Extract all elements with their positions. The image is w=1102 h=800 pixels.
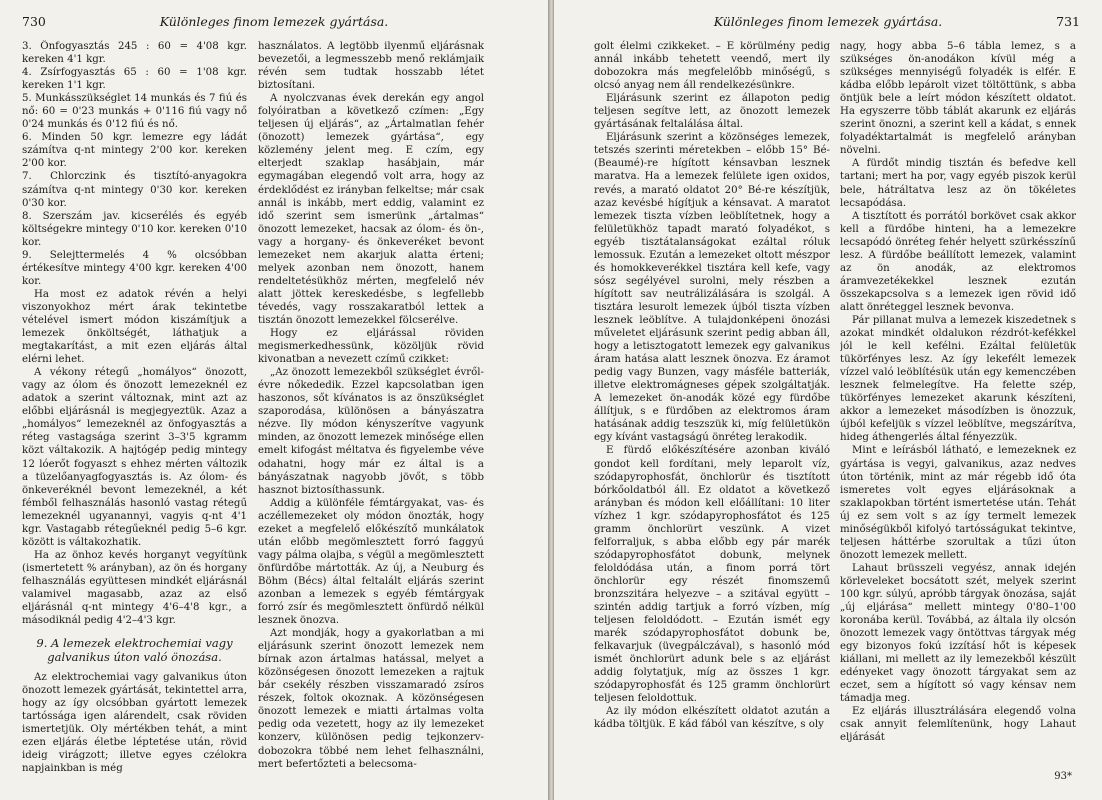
paragraph: 8. Szerszám jav. kicserélés és egyéb költségekre mintegy 0'10 kor. kereken 0'10 kor. (22, 210, 247, 248)
left-column-2 (258, 40, 484, 796)
paragraph: 3. Önfogyasztás 245 : 60 = 4'08 kgr. kereken 4'1 kgr. (22, 41, 247, 66)
right-column-1 (594, 40, 830, 796)
paragraph: E fürdő előkészítésére azonban kiváló gondot kell fordítani, mely leparolt víz, szódapyrophosfát, önchlorür és tisztított bórkőoldatból áll. Ez oldatot a következő arányban és módon kell előállítani: 10 liter vízhez 1 kgr. szódapyrophosfátot és 125 gramm önchlorürt veszünk. A vizet felforraljuk, s abba előbb egy pár marék szódapyrophosfátot dobunk, melynek feloldódása után, a finom porrá tört önchlorür egy részét finomszemű bronzszitára helyezve – a szitával együtt – szintén addig tartjuk a forró vízben, míg teljesen feloldódott. – Ezután ismét egy marék szódapyrophosfátot dobunk be, felkavarjuk (üvegpálczával), s hasonló mód ismét önchlorürt adunk bele s az eljárást addig folytatjuk, míg az összes 1 kgr. szódapyrophosfát és 125 gramm önchlorürt teljesen feloldottuk. (594, 445, 830, 705)
running-head: Különleges finom lemezek gyártása. (159, 14, 389, 29)
left-column-1 (22, 40, 247, 796)
signature-mark: 93* (1054, 771, 1072, 782)
paragraph: 5. Munkásszükséglet 14 munkás és 7 fiú és nő: 60 = 0'23 munkás + 0'116 fiú vagy nő 0'24 munkás és 0'12 fiú és nő. (22, 93, 247, 131)
right-page-header (554, 14, 1102, 32)
section-heading: 9. A lemezek elektrochemiai vagy galvanikus úton való önozása. (36, 636, 233, 665)
paragraph: Mint e leírásból látható, e lemezeknek ez gyártása is vegyi, galvanikus, azaz nedves úton történik, mint az már régebb idő óta ismeretes volt egyes eljárásoknak a szaklapokban történt ismertetése után. Tehát új ez sem volt s az így termelt lemezek minőségükből kifolyó tartósságukat tekintve, teljesen háttérbe szorultak a tűzi úton önozott lemezek mellett. (840, 445, 1076, 561)
paragraph: Pár pillanat mulva a lemezek kiszedetnek s azokat mindkét oldalukon rézdrót-kefékkel jól le kell kefélni. Ezáltal felületük tükörfényes lesz. Az így lekefélt lemezek vízzel való leöblítésük után egy kemenczében lesznek felmelegítve. Ha felette szép, tükörfényes lemezeket akarunk készíteni, akkor a lemezeket másodízben is önozzuk, újból kefeljük s vízzel leöblítve, megszárítva, hideg áthengerlés által fényezzük. (840, 314, 1076, 444)
paragraph: Ha az önhoz kevés horganyt vegyítünk (ismertetett % arányban), az ön és horgany felhasználás együttesen mindkét eljárásnál valamivel magasabb, azaz az első eljárásnál q-nt mintegy 4'6–4'8 kgr., a másodiknál pedig 4'2–4'3 kgr. (22, 549, 247, 627)
paragraph: 7. Chlorczink és tisztító-anyagokra számítva q-nt mintegy 0'30 kor. kereken 0'30 kor. (22, 171, 247, 209)
paragraph: A tisztított és porrától borkövet csak akkor kell a fürdőbe hinteni, ha a lemezekre lecsapódó önréteg fehér helyett szürkésszínű lesz. A fürdőbe beállított lemezek, valamint az ön anodák, az elektromos áramvezetékekkel lesznek ezután összekapcsolva s a lemezek igen rövid idő alatt önréteggel lesznek bevonva. (840, 210, 1076, 313)
paragraph: A vékony rétegű „homályos“ önozott, vagy az ólom és önozott lemezeknél ez adatok a szerint változnak, mint azt az előbbi eljárásnál is megjegyeztük. Azaz a „homályos“ lemezeknél az önfogyasztás a réteg vastagsága szerint 3–3'5 kgramm közt váltakozik. A hajtógép pedig mintegy 12 lóerőt fogyaszt s ehhez mérten változik a tüzelőanyagfogyasztás is. Az ólom- és önkeveréknél bevont lemezeknél, a két fémből felhasználás hasonló vastag rétegű lemezeknél ugyanannyi, vagyis q-nt 4'1 kgr. Vastagabb rétegűeknél pedig 5–6 kgr. között is váltakozhatik. (22, 367, 247, 548)
running-head: Különleges finom lemezek gyártása. (713, 14, 943, 29)
paragraph: 4. Zsírfogyasztás 65 : 60 = 1'08 kgr. kereken 1'1 kgr. (22, 67, 247, 92)
paragraph: golt élelmi czikkeket. – E körülmény pedig annál inkább tehetett veendő, mert ily dobozokra más megfelelőbb minőségű, s olcsó anyag nem áll rendelkezésünkre. (594, 41, 830, 92)
left-page (0, 0, 548, 800)
paragraph: Az ily módon elkészített oldatot azután a kádba töltjük. E kád fából van készítve, s oly (594, 706, 830, 731)
paragraph: Hogy ez eljárással röviden megismerkedhessünk, közöljük rövid kivonatban a nevezett czímű czikket: (258, 328, 484, 366)
paragraph: 6. Minden 50 kgr. lemezre egy ládát számítva q-nt mintegy 2'00 kor. kereken 2'00 kor. (22, 132, 247, 170)
left-page-header (0, 14, 548, 32)
page-number: 731 (1056, 14, 1080, 29)
paragraph: Lahaut brüsszeli vegyész, annak idején körleveleket bocsátott szét, melyek szerint 100 kgr. súlyú, apróbb tárgyak önozása, saját „új eljárása“ mellett mintegy 0'80–1'00 koronába kerül. Továbbá, az általa ily olcsón önozott lemezek vagy öntöttvas tárgyak még egy bizonyos fokú izzításí hőt is képesek kiállani, mi mellett az ily lemezekből készült edényeket vagy önozott tárgyakat sem az eczet, sem a hígított só vagy kénsav nem támadja meg. (840, 562, 1076, 705)
paragraph: használatos. A legtöbb ilyenmű eljárásnak bevezetői, a legmesszebb menő reklámjaik révén sem tudtak hosszabb létet biztosítani. (258, 41, 484, 92)
paragraph: Addig a különféle fémtárgyakat, vas- és aczéllemezeket oly módon önozták, hogy ezeket a megfelelő előkészítő munkálatok után előbb megömlesztett forró faggyú vagy pálma olajba, s végül a megömlesztett önfürdőbe mártották. Az új, a Neuburg és Böhm (Bécs) által feltalált eljárás szerint azonban a lemezek s egyéb fémtárgyak forró zsír és megömlesztett önfürdő nélkül lesznek önozva. (258, 497, 484, 627)
paragraph: A nyolczvanas évek derekán egy angol folyóiratban a következő czímen: „Egy teljesen új eljárás“, az „Ártalmatlan fehér (önozott) lemezek gyártása“, egy közlemény jelent meg. E czím, egy elterjedt szaklap hasábjain, már egymagában elegendő volt arra, hogy az érdeklődést ez irányban felkeltse; már csak annál is inkább, mert eddig, valamint ez idő szerint sem ismerünk „ártalmas“ önozott lemezeket, hacsak az ólom- és ön-, vagy a horgany- és önkeveréket bevont lemezeket nem akarjuk alatta érteni; melyek azonban nem önozott, hanem rendeltetésükhöz mérten, megfelelő név alatt jöttek kereskedésbe, s legfellebb tévedés, vagy rosszakaratból lettek a tisztán önozott lemezekkel fölcserélve. (258, 93, 484, 326)
right-column-2 (840, 40, 1076, 796)
paragraph: Ez eljárás illusztrálására elegendő volna csak annyit felemlítenünk, hogy Lahaut eljárását (840, 706, 1076, 744)
right-page (554, 0, 1102, 800)
paragraph: Ha most ez adatok révén a helyi viszonyokhoz mért árak tekintetbe vételével ismert módon kiszámítjuk a lemezek önköltségét, láthatjuk a megtakarítást, a mit ezen eljárás által elérni lehet. (22, 288, 247, 366)
paragraph: nagy, hogy abba 5–6 tábla lemez, s a szükséges ön-anodákon kívül még a szükséges mennyiségű folyadék is elfér. E kádba előbb lepárolt vizet töltöttünk, s abba öntjük bele a leírt módon készített oldatot. Ha egyszerre több táblát akarunk ez eljárás szerint önozni, a szerint kell a kádat, s ennek folyadéktartalmát is megfelelő arányban növelni. (840, 41, 1076, 157)
paragraph: 9. Selejttermelés 4 % olcsóbban értékesítve mintegy 4'00 kgr. kereken 4'00 kor. (22, 249, 247, 287)
paragraph: Azt mondják, hogy a gyakorlatban a mi eljárásunk szerint önozott lemezek nem bírnak azon ártalmas hatással, melyet a közönségesen önozott lemezeken a rajtuk bár csekély részben visszamaradó zsíros részek, foltok okoznak. A közönségesen önozott lemezek e miatti ártalmas volta pedig oda vezetett, hogy az ily lemezeket konzerv, különösen pedig tejkonzerv-dobozokra többé nem lehet felhasználni, mert befertőzteti a belecsoma- (258, 628, 484, 770)
paragraph: Eljárásunk szerint a közönséges lemezek, tetszés szerinti méretekben – előbb 15° Bé-(Beaumé)-re hígított kénsavban lesznek maratva. Ha a lemezek felülete igen oxidos, revés, a marató oldatot 20° Bé-re készítjük, azaz kevésbé hígítjuk a kénsavat. A maratot lemezek tiszta vízben leöblítetnek, hogy a felületükhöz tapadt marató folyadékot, s egyéb tisztátalanságokat ezáltal róluk lemossuk. Ezután a lemezeket oltott mészpor és homokkeverékkel tisztára kell kefe, vagy sósz segélyével surolni, mely részben a hígított sav neutrálizálására is szolgál. A tisztára lesurolt lemezek újból tiszta vízben lesznek leöblítve. A tulajdonképeni önozási műveletet eljárásunk szerint pedig abban áll, hogy a letisztogatott lemezek egy galvanikus áram hatása alatt lesznek önozva. Ez áramot pedig vagy Bunzen, vagy másféle batteriák, illetve elektromágneses gépek szolgáltatják. A lemezeket ön-anodák közé egy fürdőbe állítjuk, s e fürdőben az elektromos áram hatásának addig teszszük ki, míg felületükön egy kívánt vastagságú önréteg lerakodik. (594, 132, 830, 444)
paragraph: A fürdőt mindig tisztán és befedve kell tartani; mert ha por, vagy egyéb piszok kerül bele, hátráltatva lesz az ön tökéletes lecsapódása. (840, 158, 1076, 209)
paragraph: Az elektrochemiai vagy galvanikus úton önozott lemezek gyártását, tekintettel arra, hogy az így olcsóbban gyártott lemezek tartóssága igen alárendelt, csak röviden ismertetjük. Oly mértékben tehát, a mint ezen eljárás életbe léptetése után, rövid ideig virágzott; illetve egyes czélokra napjainkban is még (22, 672, 247, 775)
paragraph: Eljárásunk szerint ez állapoton pedig teljesen segítve lett, az önozott lemezek gyártásának feltalálása által. (594, 93, 830, 131)
page-number: 730 (22, 14, 46, 29)
paragraph: „Az önozott lemezekből szükséglet évről-évre nőkededik. Ezzel kapcsolatban igen haszonos, sőt kívánatos is az önszükséglet szaporodása, különösen a bányászatra nézve. Ily módon kényszerítve vagyunk minden, az önozott lemezek minősége ellen emelt kifogást méltatva és figyelembe véve odahatni, hogy már ez által is a bányászatnak nagyobb jövőt, s több hasznot biztosíthassunk. (258, 367, 484, 496)
